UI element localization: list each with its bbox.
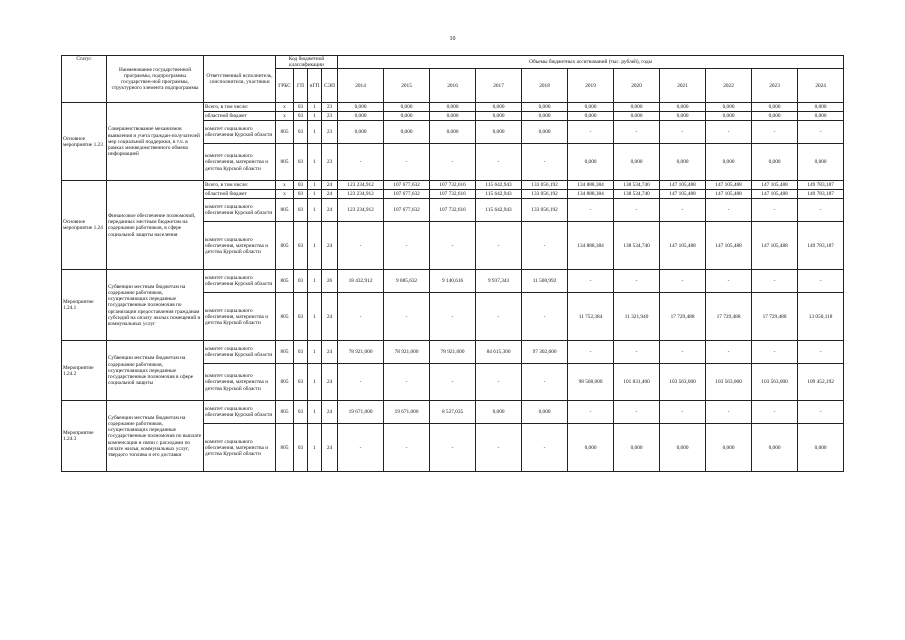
- value-cell: -: [384, 144, 430, 181]
- value-cell: 0,000: [522, 121, 568, 144]
- value-cell: 98 568,000: [568, 364, 614, 401]
- grbs-cell: х: [276, 112, 294, 121]
- value-cell: -: [568, 341, 614, 364]
- value-cell: 0,000: [660, 103, 706, 112]
- value-cell: 0,000: [798, 424, 844, 472]
- pgp-cell: 1: [308, 199, 322, 222]
- value-cell: -: [660, 401, 706, 424]
- value-cell: -: [614, 401, 660, 424]
- value-cell: -: [338, 144, 384, 181]
- value-cell: 11 321,940: [614, 293, 660, 341]
- table-row: [62, 270, 844, 293]
- value-cell: 17 729,488: [660, 293, 706, 341]
- value-cell: 0,000: [614, 112, 660, 121]
- value-cell: 115 642,943: [476, 181, 522, 190]
- value-cell: 133 056,192: [522, 181, 568, 190]
- grbs-cell: 805: [276, 364, 294, 401]
- table-row: [62, 401, 844, 424]
- value-cell: -: [476, 424, 522, 472]
- gp-cell: 03: [294, 103, 308, 112]
- table-row: [62, 181, 844, 190]
- value-cell: -: [522, 424, 568, 472]
- value-cell: 0,000: [522, 401, 568, 424]
- value-cell: 101 831,400: [614, 364, 660, 401]
- pgp-cell: 1: [308, 103, 322, 112]
- value-cell: 0,000: [614, 144, 660, 181]
- executor-cell: областной бюджет: [204, 112, 276, 121]
- value-cell: 0,000: [568, 144, 614, 181]
- value-cell: 0,000: [706, 144, 752, 181]
- program-name-cell: Совершенствование механизмов выявления и учета граждан-получателей мер социальной поддержки, в т.ч. в рамках межведомственного обмена информацией: [107, 103, 204, 181]
- gp-cell: 03: [294, 112, 308, 121]
- value-cell: -: [430, 222, 476, 270]
- value-cell: 134 888,384: [568, 222, 614, 270]
- header-year: 2014: [338, 69, 384, 103]
- value-cell: -: [384, 222, 430, 270]
- value-cell: 0,000: [568, 424, 614, 472]
- value-cell: 0,000: [568, 103, 614, 112]
- value-cell: -: [706, 270, 752, 293]
- value-cell: 147 105,488: [752, 190, 798, 199]
- value-cell: -: [430, 144, 476, 181]
- value-cell: -: [752, 270, 798, 293]
- pgp-cell: 1: [308, 293, 322, 341]
- value-cell: 0,000: [660, 144, 706, 181]
- value-cell: 0,000: [338, 121, 384, 144]
- value-cell: 17 729,488: [706, 293, 752, 341]
- value-cell: 138 534,740: [614, 190, 660, 199]
- value-cell: 107 677,632: [384, 199, 430, 222]
- value-cell: -: [568, 401, 614, 424]
- value-cell: 123 234,912: [338, 199, 384, 222]
- gp-cell: 03: [294, 144, 308, 181]
- gp-cell: 03: [294, 222, 308, 270]
- grbs-cell: 805: [276, 341, 294, 364]
- value-cell: 147 105,488: [706, 222, 752, 270]
- value-cell: 107 732,616: [430, 199, 476, 222]
- value-cell: 0,000: [384, 103, 430, 112]
- grbs-cell: 805: [276, 222, 294, 270]
- value-cell: 0,000: [798, 103, 844, 112]
- value-cell: 133 056,192: [522, 199, 568, 222]
- value-cell: 0,000: [752, 424, 798, 472]
- value-cell: 115 642,943: [476, 199, 522, 222]
- value-cell: 0,000: [706, 112, 752, 121]
- value-cell: 0,000: [430, 112, 476, 121]
- cep-cell: 24: [322, 364, 338, 401]
- gp-cell: 03: [294, 121, 308, 144]
- executor-cell: комитет социального обеспечения, материнства и детства Курской области: [204, 293, 276, 341]
- gp-cell: 03: [294, 181, 308, 190]
- value-cell: -: [476, 144, 522, 181]
- value-cell: 107 677,632: [384, 190, 430, 199]
- executor-cell: комитет социального обеспечения Курской области: [204, 199, 276, 222]
- program-name-cell: Субвенции местным бюджетам на содержание работников, осуществляющих переданные государственные полномочия по выплате компенсации в связи с расходами по оплате жилья, коммунальных услуг, твердого топлива и его доставки: [107, 401, 204, 472]
- value-cell: 13 050,118: [798, 293, 844, 341]
- executor-cell: областной бюджет: [204, 190, 276, 199]
- cep-cell: 23: [322, 103, 338, 112]
- value-cell: -: [752, 401, 798, 424]
- value-cell: 103 563,000: [706, 364, 752, 401]
- grbs-cell: 805: [276, 121, 294, 144]
- grbs-cell: х: [276, 103, 294, 112]
- value-cell: 138 534,740: [614, 222, 660, 270]
- executor-cell: Всего, в том числе:: [204, 181, 276, 190]
- value-cell: -: [798, 270, 844, 293]
- status-cell: Мероприятие 1.24.2: [62, 341, 107, 401]
- header-name: Наименование государственной программы, подпрограммы государствен-ной программы, структурного элемента подпрограммы: [107, 56, 204, 103]
- value-cell: 107 677,632: [384, 181, 430, 190]
- value-cell: -: [798, 121, 844, 144]
- value-cell: -: [476, 293, 522, 341]
- value-cell: -: [614, 121, 660, 144]
- cep-cell: 26: [322, 270, 338, 293]
- value-cell: 11 500,992: [522, 270, 568, 293]
- header-year: 2016: [430, 69, 476, 103]
- value-cell: 97 302,600: [522, 341, 568, 364]
- header-year: 2021: [660, 69, 706, 103]
- program-name-cell: Субвенции местным бюджетам на содержание работников, осуществляющих переданные государственные полномочия в сфере социальной защиты: [107, 341, 204, 401]
- value-cell: 11 752,384: [568, 293, 614, 341]
- value-cell: 103 563,000: [752, 364, 798, 401]
- value-cell: -: [384, 364, 430, 401]
- header-cep: СЭП: [322, 69, 338, 103]
- value-cell: 0,000: [476, 112, 522, 121]
- grbs-cell: 805: [276, 401, 294, 424]
- value-cell: -: [614, 341, 660, 364]
- value-cell: 0,000: [798, 144, 844, 181]
- value-cell: -: [384, 424, 430, 472]
- value-cell: 0,000: [660, 424, 706, 472]
- value-cell: 147 105,488: [752, 181, 798, 190]
- value-cell: 134 888,384: [568, 181, 614, 190]
- value-cell: 147 105,488: [706, 190, 752, 199]
- value-cell: 18 432,912: [338, 270, 384, 293]
- header-grbs: ГРБС: [276, 69, 294, 103]
- value-cell: -: [338, 222, 384, 270]
- value-cell: 0,000: [706, 103, 752, 112]
- executor-cell: комитет социального обеспечения, материнства и детства Курской области: [204, 424, 276, 472]
- value-cell: 133 056,192: [522, 190, 568, 199]
- value-cell: 149 783,187: [798, 190, 844, 199]
- executor-cell: комитет социального обеспечения Курской области: [204, 401, 276, 424]
- table-row: [62, 103, 844, 112]
- value-cell: -: [568, 199, 614, 222]
- value-cell: 0,000: [430, 103, 476, 112]
- value-cell: -: [338, 364, 384, 401]
- status-cell: Мероприятие 1.24.1: [62, 270, 107, 341]
- cep-cell: 24: [322, 424, 338, 472]
- gp-cell: 03: [294, 270, 308, 293]
- value-cell: -: [752, 341, 798, 364]
- grbs-cell: 805: [276, 424, 294, 472]
- value-cell: -: [660, 341, 706, 364]
- budget-body: [62, 103, 844, 472]
- value-cell: -: [430, 424, 476, 472]
- program-name-cell: Субвенции местным бюджетам на содержание работников, осуществляющих переданные государственные полномочия по организации предоставления гражданам субсидий на оплату жилых помещений и коммунальных услуг: [107, 270, 204, 341]
- value-cell: 134 888,384: [568, 190, 614, 199]
- pgp-cell: 1: [308, 144, 322, 181]
- header-year: 2017: [476, 69, 522, 103]
- value-cell: 9 140,616: [430, 270, 476, 293]
- value-cell: 0,000: [476, 121, 522, 144]
- value-cell: -: [384, 293, 430, 341]
- value-cell: 84 615,300: [476, 341, 522, 364]
- executor-cell: комитет социального обеспечения, материнства и детства Курской области: [204, 222, 276, 270]
- pgp-cell: 1: [308, 364, 322, 401]
- grbs-cell: х: [276, 190, 294, 199]
- value-cell: -: [706, 199, 752, 222]
- header-volume-group: Объемы бюджетных ассигнований (тыс. рублей), годы: [338, 56, 844, 69]
- gp-cell: 03: [294, 424, 308, 472]
- cep-cell: 24: [322, 199, 338, 222]
- value-cell: -: [430, 364, 476, 401]
- value-cell: 0,000: [614, 424, 660, 472]
- value-cell: 0,000: [476, 103, 522, 112]
- value-cell: 78 921,000: [430, 341, 476, 364]
- value-cell: 0,000: [522, 112, 568, 121]
- value-cell: -: [476, 364, 522, 401]
- gp-cell: 03: [294, 364, 308, 401]
- value-cell: 123 234,912: [338, 190, 384, 199]
- executor-cell: комитет социального обеспечения, материнства и детства Курской области: [204, 144, 276, 181]
- pgp-cell: 1: [308, 401, 322, 424]
- pgp-cell: 1: [308, 270, 322, 293]
- value-cell: 149 783,187: [798, 181, 844, 190]
- cep-cell: 24: [322, 341, 338, 364]
- value-cell: 123 234,912: [338, 181, 384, 190]
- value-cell: 0,000: [338, 103, 384, 112]
- cep-cell: 24: [322, 190, 338, 199]
- value-cell: -: [660, 199, 706, 222]
- value-cell: -: [798, 341, 844, 364]
- value-cell: -: [614, 199, 660, 222]
- pgp-cell: 1: [308, 121, 322, 144]
- gp-cell: 03: [294, 293, 308, 341]
- status-cell: Основное мероприятие 1.23: [62, 103, 107, 181]
- value-cell: 107 732,616: [430, 181, 476, 190]
- pgp-cell: 1: [308, 190, 322, 199]
- grbs-cell: х: [276, 181, 294, 190]
- page-number: 10: [449, 36, 456, 42]
- pgp-cell: 1: [308, 424, 322, 472]
- value-cell: 147 105,488: [660, 181, 706, 190]
- value-cell: 115 642,943: [476, 190, 522, 199]
- value-cell: 149 783,187: [798, 222, 844, 270]
- program-name-cell: Финансовое обеспечение полномочий, переданных местным бюджетам на содержание работников, в сфере социальной защиты населения: [107, 181, 204, 270]
- header-gp: ГП: [294, 69, 308, 103]
- value-cell: -: [430, 293, 476, 341]
- executor-cell: комитет социального обеспечения Курской области: [204, 121, 276, 144]
- value-cell: -: [338, 293, 384, 341]
- executor-cell: комитет социального обеспечения Курской области: [204, 270, 276, 293]
- value-cell: 9 085,632: [384, 270, 430, 293]
- value-cell: 0,000: [752, 144, 798, 181]
- value-cell: -: [568, 121, 614, 144]
- header-pgp: пГП: [308, 69, 322, 103]
- header-year: 2019: [568, 69, 614, 103]
- value-cell: 107 732,616: [430, 190, 476, 199]
- value-cell: -: [614, 270, 660, 293]
- value-cell: -: [706, 341, 752, 364]
- value-cell: 0,000: [660, 112, 706, 121]
- value-cell: 147 105,488: [660, 190, 706, 199]
- header-year: 2024: [798, 69, 844, 103]
- header-year: 2015: [384, 69, 430, 103]
- gp-cell: 03: [294, 401, 308, 424]
- value-cell: 0,000: [430, 121, 476, 144]
- cep-cell: 24: [322, 222, 338, 270]
- value-cell: 0,000: [614, 103, 660, 112]
- cep-cell: 24: [322, 293, 338, 341]
- value-cell: 17 729,488: [752, 293, 798, 341]
- cep-cell: 24: [322, 181, 338, 190]
- value-cell: 0,000: [384, 121, 430, 144]
- value-cell: -: [476, 222, 522, 270]
- value-cell: -: [798, 199, 844, 222]
- value-cell: 0,000: [522, 103, 568, 112]
- value-cell: 0,000: [384, 112, 430, 121]
- value-cell: -: [706, 401, 752, 424]
- value-cell: 0,000: [476, 401, 522, 424]
- value-cell: -: [522, 364, 568, 401]
- cep-cell: 23: [322, 112, 338, 121]
- value-cell: 19 671,000: [338, 401, 384, 424]
- value-cell: -: [660, 270, 706, 293]
- value-cell: 0,000: [568, 112, 614, 121]
- value-cell: 147 105,488: [706, 181, 752, 190]
- executor-cell: комитет социального обеспечения, материнства и детства Курской области: [204, 364, 276, 401]
- gp-cell: 03: [294, 341, 308, 364]
- value-cell: -: [522, 144, 568, 181]
- header-year: 2018: [522, 69, 568, 103]
- value-cell: -: [522, 222, 568, 270]
- executor-cell: комитет социального обеспечения Курской области: [204, 341, 276, 364]
- value-cell: 0,000: [338, 112, 384, 121]
- value-cell: 147 105,488: [752, 222, 798, 270]
- header-year: 2022: [706, 69, 752, 103]
- header-code-group: Код бюджетной классификации: [276, 56, 338, 69]
- value-cell: 0,000: [752, 112, 798, 121]
- pgp-cell: 1: [308, 341, 322, 364]
- grbs-cell: 805: [276, 144, 294, 181]
- status-cell: Мероприятие 1.24.3: [62, 401, 107, 472]
- header-year: 2023: [752, 69, 798, 103]
- value-cell: -: [338, 424, 384, 472]
- value-cell: -: [568, 270, 614, 293]
- pgp-cell: 1: [308, 112, 322, 121]
- value-cell: 0,000: [798, 112, 844, 121]
- value-cell: -: [752, 121, 798, 144]
- grbs-cell: 805: [276, 293, 294, 341]
- value-cell: 9 937,343: [476, 270, 522, 293]
- cep-cell: 23: [322, 144, 338, 181]
- cep-cell: 23: [322, 121, 338, 144]
- value-cell: 147 105,488: [660, 222, 706, 270]
- status-cell: Основное мероприятие 1.24: [62, 181, 107, 270]
- header-year: 2020: [614, 69, 660, 103]
- gp-cell: 03: [294, 190, 308, 199]
- value-cell: -: [798, 401, 844, 424]
- value-cell: 109 452,192: [798, 364, 844, 401]
- pgp-cell: 1: [308, 181, 322, 190]
- value-cell: -: [522, 293, 568, 341]
- value-cell: -: [752, 199, 798, 222]
- header-executor: Ответственный исполнитель, соисполнители, участники: [204, 56, 276, 103]
- value-cell: 0,000: [752, 103, 798, 112]
- value-cell: 138 534,740: [614, 181, 660, 190]
- pgp-cell: 1: [308, 222, 322, 270]
- value-cell: -: [660, 121, 706, 144]
- executor-cell: Всего, в том числе:: [204, 103, 276, 112]
- value-cell: 103 563,000: [660, 364, 706, 401]
- gp-cell: 03: [294, 199, 308, 222]
- value-cell: 0,000: [706, 424, 752, 472]
- value-cell: 78 921,000: [384, 341, 430, 364]
- budget-table: [61, 55, 844, 472]
- value-cell: -: [706, 121, 752, 144]
- grbs-cell: 805: [276, 270, 294, 293]
- value-cell: 8 527,035: [430, 401, 476, 424]
- cep-cell: 24: [322, 401, 338, 424]
- table-row: [62, 341, 844, 364]
- header-status: Статус: [62, 56, 107, 103]
- grbs-cell: 805: [276, 199, 294, 222]
- value-cell: 78 921,000: [338, 341, 384, 364]
- value-cell: 19 671,000: [384, 401, 430, 424]
